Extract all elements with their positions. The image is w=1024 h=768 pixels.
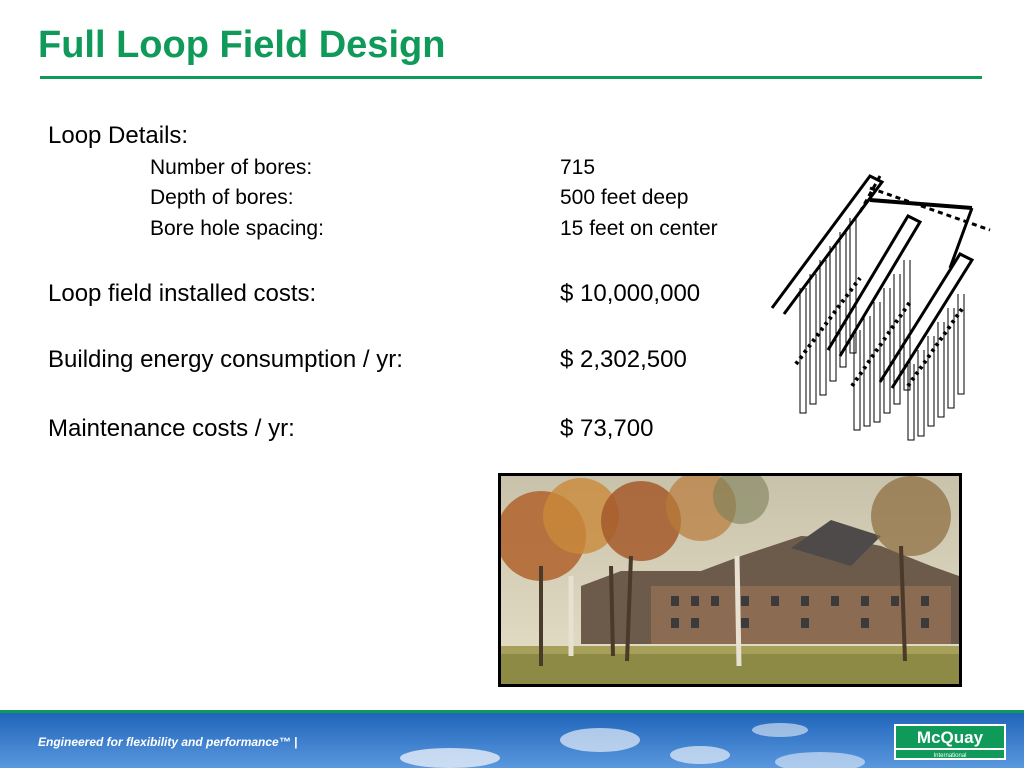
building-photo: [498, 473, 962, 687]
svg-text:McQuay: McQuay: [916, 728, 984, 747]
energy-cost-value: $ 2,302,500: [560, 346, 687, 373]
title-divider: [40, 76, 982, 79]
bore-spacing-value: 15 feet on center: [560, 217, 718, 240]
loop-details-heading: Loop Details:: [48, 122, 189, 149]
footer-tagline: Engineered for flexibility and performance™ |: [38, 735, 298, 749]
bore-depth-value: 500 feet deep: [560, 186, 689, 209]
maintenance-cost-label: Maintenance costs / yr:: [48, 415, 295, 442]
energy-cost-label: Building energy consumption / yr:: [48, 346, 403, 373]
loop-field-diagram: [760, 168, 1000, 448]
bore-spacing-label: Bore hole spacing:: [150, 217, 324, 240]
bores-count-value: 715: [560, 156, 596, 179]
installed-cost-value: $ 10,000,000: [560, 280, 701, 307]
mcquay-logo: [894, 724, 1006, 760]
bore-depth-label: Depth of bores:: [150, 186, 294, 209]
installed-cost-label: Loop field installed costs:: [48, 280, 317, 307]
building-illustration: [501, 476, 959, 684]
bores-count-label: Number of bores:: [150, 156, 313, 179]
page-title: Full Loop Field Design: [38, 24, 446, 66]
maintenance-cost-value: $ 73,700: [560, 415, 654, 442]
svg-text:International: International: [933, 753, 967, 759]
